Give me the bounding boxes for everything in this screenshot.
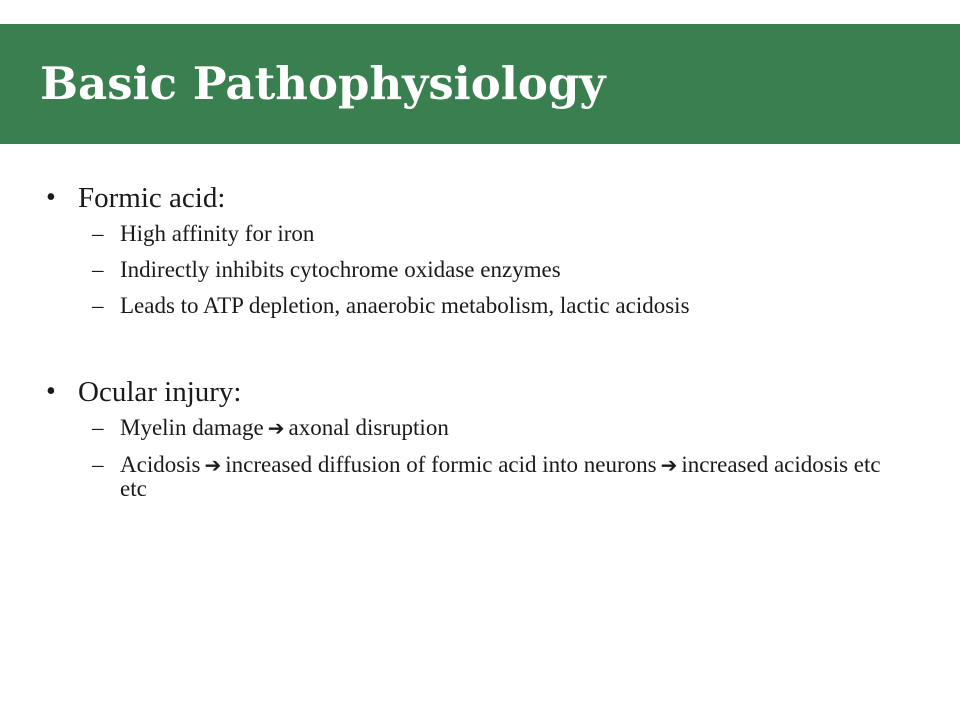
- subpoint-acidosis: [44, 453, 904, 500]
- slide-title: Basic Pathophysiology: [40, 57, 606, 110]
- right-arrow-icon: ➔: [204, 453, 222, 477]
- bullet-ocular-injury: • Ocular injury:: [44, 372, 904, 412]
- right-arrow-icon: ➔: [267, 416, 285, 440]
- subpoint-myelin-damage: [44, 416, 904, 440]
- myelin-damage-text: Myelin damage: [120, 415, 264, 440]
- slide-content: [44, 178, 904, 513]
- subpoint-cytochrome-inhibition: – Indirectly inhibits cytochrome oxidase enzymes: [44, 258, 904, 281]
- section-gap: [44, 330, 904, 372]
- right-arrow-icon: ➔: [660, 453, 678, 477]
- ocular-injury-subpoints: [44, 416, 904, 500]
- diffusion-text: increased diffusion of formic acid into neurons: [225, 452, 657, 477]
- increased-acidosis-text: increased acidosis etc etc: [120, 452, 881, 501]
- bullet-formic-acid: • Formic acid:: [44, 178, 904, 218]
- acidosis-text: Acidosis: [120, 452, 201, 477]
- formic-acid-subpoints: [44, 222, 904, 317]
- axonal-disruption-text: axonal disruption: [288, 415, 449, 440]
- subpoint-atp-depletion: – Leads to ATP depletion, anaerobic metabolism, lactic acidosis: [44, 294, 904, 317]
- subpoint-iron-affinity: – High affinity for iron: [44, 222, 904, 245]
